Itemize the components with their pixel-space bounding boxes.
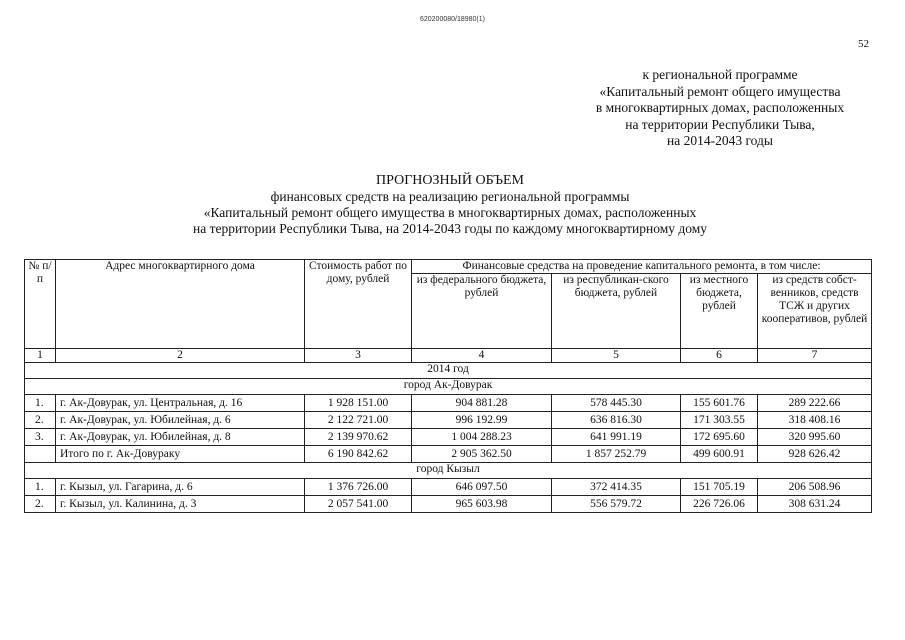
row-republic: 578 445.30 [552, 395, 681, 412]
row-num: 2. [25, 496, 56, 513]
row-local: 151 705.19 [681, 479, 758, 496]
annex-reference [560, 67, 880, 150]
row-local: 226 726.06 [681, 496, 758, 513]
page-number: 52 [858, 38, 869, 50]
header-num: № п/п [25, 260, 56, 349]
total-own: 928 626.42 [758, 446, 872, 463]
city-label: город Кызыл [25, 463, 872, 479]
row-own: 318 408.16 [758, 412, 872, 429]
header-address: Адрес многоквартирного дома [56, 260, 305, 349]
row-federal: 965 603.98 [412, 496, 552, 513]
table-row [25, 479, 872, 496]
row-cost: 1 928 151.00 [305, 395, 412, 412]
row-own: 289 222.66 [758, 395, 872, 412]
header-row [25, 260, 872, 274]
financing-table [24, 259, 872, 513]
total-federal: 2 905 362.50 [412, 446, 552, 463]
annex-line: на территории Республики Тыва, [625, 116, 815, 132]
column-number: 5 [552, 349, 681, 363]
row-federal: 996 192.99 [412, 412, 552, 429]
row-republic: 556 579.72 [552, 496, 681, 513]
total-num [25, 446, 56, 463]
city-row [25, 379, 872, 395]
header-own: из средств собст-венников, средств ТСЖ и других кооперативов, рублей [758, 274, 872, 349]
row-num: 1. [25, 479, 56, 496]
column-number: 1 [25, 349, 56, 363]
total-republic: 1 857 252.79 [552, 446, 681, 463]
city-label: город Ак-Довурак [25, 379, 872, 395]
document-heading [100, 173, 800, 237]
row-num: 1. [25, 395, 56, 412]
row-republic: 641 991.19 [552, 429, 681, 446]
heading-line: финансовых средств на реализацию региональной программы [270, 189, 630, 204]
row-num: 3. [25, 429, 56, 446]
row-cost: 2 122 721.00 [305, 412, 412, 429]
header-local: из местного бюджета, рублей [681, 274, 758, 349]
row-own: 308 631.24 [758, 496, 872, 513]
row-address: г. Ак-Довурак, ул. Юбилейная, д. 6 [56, 412, 305, 429]
row-republic: 636 816.30 [552, 412, 681, 429]
row-address: г. Ак-Довурак, ул. Юбилейная, д. 8 [56, 429, 305, 446]
row-own: 320 995.60 [758, 429, 872, 446]
heading-line: «Капитальный ремонт общего имущества в многоквартирных домах, расположенных [203, 205, 697, 220]
header-cost: Стоимость работ по дому, рублей [305, 260, 412, 349]
row-cost: 2 139 970.62 [305, 429, 412, 446]
table-row [25, 429, 872, 446]
table-row [25, 496, 872, 513]
row-local: 155 601.76 [681, 395, 758, 412]
table-row [25, 395, 872, 412]
annex-line: «Капитальный ремонт общего имущества [599, 83, 841, 99]
row-federal: 904 881.28 [412, 395, 552, 412]
year-row [25, 363, 872, 379]
heading-line: на территории Республики Тыва, на 2014-2043 годы по каждому многоквартирному дому [192, 221, 708, 236]
annex-line: на 2014-2043 годы [667, 133, 773, 148]
header-financing: Финансовые средства на проведение капитального ремонта, в том числе: [412, 260, 872, 274]
total-row [25, 446, 872, 463]
column-number-row [25, 349, 872, 363]
column-number: 7 [758, 349, 872, 363]
header-republic: из республикан-ского бюджета, рублей [552, 274, 681, 349]
row-num: 2. [25, 412, 56, 429]
heading-title: ПРОГНОЗНЫЙ ОБЪЕМ [376, 173, 524, 188]
row-own: 206 508.96 [758, 479, 872, 496]
city-row [25, 463, 872, 479]
document-id: 620200080/18980(1) [419, 16, 485, 23]
total-local: 499 600.91 [681, 446, 758, 463]
row-address: г. Кызыл, ул. Калинина, д. 3 [56, 496, 305, 513]
row-cost: 2 057 541.00 [305, 496, 412, 513]
year-label: 2014 год [25, 363, 872, 379]
row-local: 171 303.55 [681, 412, 758, 429]
annex-line: к региональной программе [642, 67, 798, 82]
total-cost: 6 190 842.62 [305, 446, 412, 463]
table-row [25, 412, 872, 429]
row-federal: 646 097.50 [412, 479, 552, 496]
row-republic: 372 414.35 [552, 479, 681, 496]
row-address: г. Кызыл, ул. Гагарина, д. 6 [56, 479, 305, 496]
column-number: 2 [56, 349, 305, 363]
column-number: 3 [305, 349, 412, 363]
total-label: Итого по г. Ак-Довураку [56, 446, 305, 463]
column-number: 6 [681, 349, 758, 363]
row-cost: 1 376 726.00 [305, 479, 412, 496]
row-address: г. Ак-Довурак, ул. Центральная, д. 16 [56, 395, 305, 412]
header-federal: из федерального бюджета, рублей [412, 274, 552, 349]
annex-line: в многоквартирных домах, расположенных [595, 100, 845, 115]
row-federal: 1 004 288.23 [412, 429, 552, 446]
row-local: 172 695.60 [681, 429, 758, 446]
column-number: 4 [412, 349, 552, 363]
